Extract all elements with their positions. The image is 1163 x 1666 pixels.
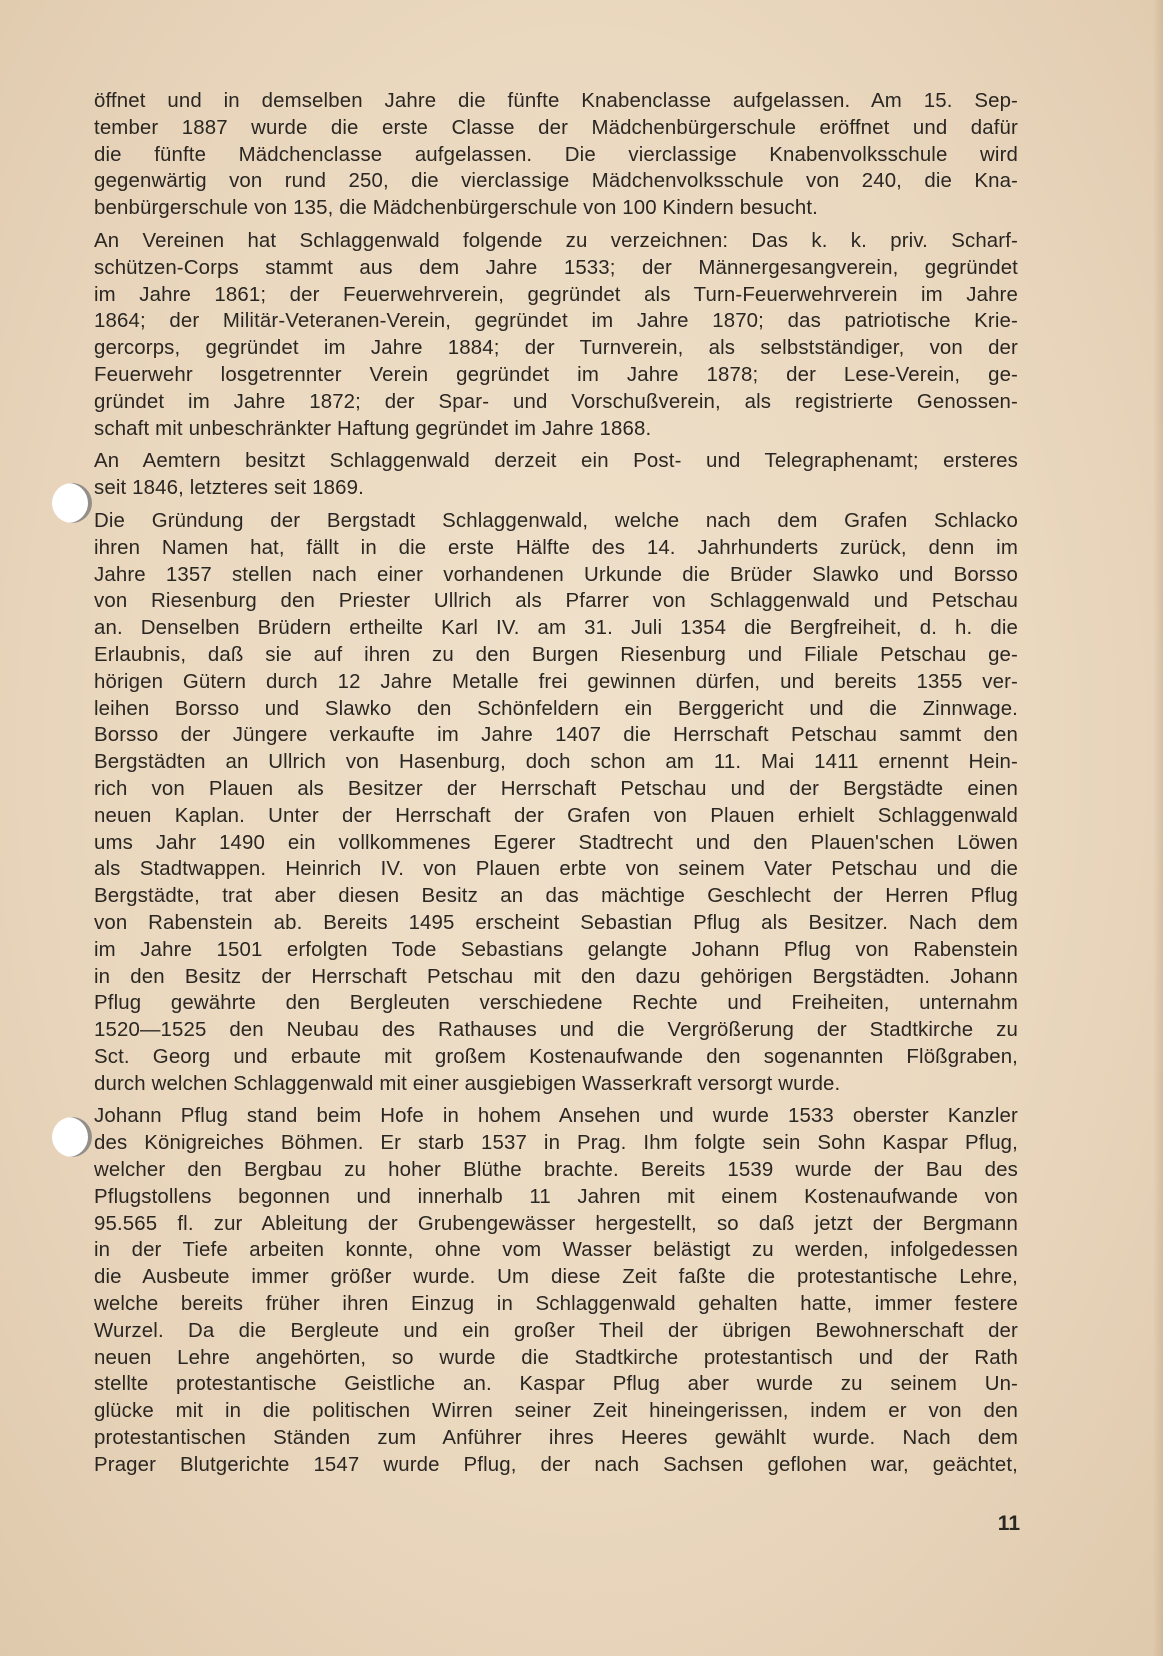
text-line: im Jahre 1861; der Feuerwehrverein, gegründet als Turn-Feuerwehrverein im Jahre — [94, 283, 1018, 306]
paragraph — [94, 88, 1018, 222]
text-line: die fünfte Mädchenclasse aufgelassen. Die vierclassige Knabenvolksschule wird — [94, 143, 1018, 166]
text-line: in der Tiefe arbeiten konnte, ohne vom Wasser belästigt zu werden, infolgedessen — [94, 1239, 1018, 1262]
text-line: gründet im Jahre 1872; der Spar- und Vorschußverein, als registrierte Genossen- — [94, 390, 1018, 413]
text-line: 1864; der Militär-Veteranen-Verein, gegründet im Jahre 1870; das patriotische Krie- — [94, 310, 1018, 333]
text-line: Feuerwehr losgetrennter Verein gegründet im Jahre 1878; der Lese-Verein, ge- — [94, 363, 1018, 386]
text-line: tember 1887 wurde die erste Classe der Mädchenbürgerschule eröffnet und dafür — [94, 116, 1018, 139]
text-line: Erlaubnis, daß sie auf ihren zu den Burgen Riesenburg und Filiale Petschau ge- — [94, 643, 1018, 666]
text-line: Wurzel. Da die Bergleute und ein großer Theil der übrigen Bewohnerschaft der — [94, 1319, 1018, 1342]
text-line: öffnet und in demselben Jahre die fünfte Knabenclasse aufgelassen. Am 15. Sep- — [94, 90, 1018, 112]
punch-hole-lower — [52, 1117, 92, 1157]
text-line: Borsso der Jüngere verkaufte im Jahre 1407 die Herrschaft Petschau sammt den — [94, 724, 1018, 747]
text-line: im Jahre 1501 erfolgten Tode Sebastians gelangte Johann Pflug von Rabenstein — [94, 938, 1018, 961]
text-line: Sct. Georg und erbaute mit großem Kostenaufwande den sogenannten Flößgraben, — [94, 1045, 1018, 1068]
text-line: durch welchen Schlaggenwald mit einer ausgiebigen Wasserkraft versorgt wurde. — [94, 1072, 841, 1095]
text-line: benbürgerschule von 135, die Mädchenbürgerschule von 100 Kindern besucht. — [94, 197, 818, 220]
text-line: Bergstädte, trat aber diesen Besitz an das mächtige Geschlecht der Herren Pflug — [94, 885, 1018, 908]
text-line: welcher den Bergbau zu hoher Blüthe brachte. Bereits 1539 wurde der Bau des — [94, 1159, 1018, 1182]
text-line: protestantischen Ständen zum Anführer ihres Heeres gewählt wurde. Nach dem — [94, 1427, 1018, 1450]
text-line: 1520—1525 den Neubau des Rathauses und die Vergrößerung der Stadtkirche zu — [94, 1019, 1018, 1042]
text-line: gercorps, gegründet im Jahre 1884; der Turnverein, als selbstständiger, von der — [94, 337, 1018, 360]
text-line: ihren Namen hat, fällt in die erste Hälfte des 14. Jahrhunderts zurück, denn im — [94, 536, 1018, 559]
text-line: des Königreiches Böhmen. Er starb 1537 in Prag. Ihm folgte sein Sohn Kaspar Pflug, — [94, 1132, 1018, 1155]
text-line: seit 1846, letzteres seit 1869. — [94, 477, 364, 500]
text-line: leihen Borsso und Slawko den Schönfeldern ein Berggericht und die Zinnwage. — [94, 697, 1018, 720]
text-line: an. Denselben Brüdern ertheilte Karl IV. am 31. Juli 1354 die Bergfreiheit, d. h. die — [94, 617, 1018, 640]
text-line: glücke mit in die politischen Wirren seiner Zeit hineingerissen, indem er von den — [94, 1400, 1018, 1423]
text-line: die Ausbeute immer größer wurde. Um diese Zeit faßte die protestantische Lehre, — [94, 1266, 1018, 1289]
text-line: neuen Kaplan. Unter der Herrschaft der Grafen von Plauen erhielt Schlaggenwald — [94, 804, 1018, 827]
text-line: An Aemtern besitzt Schlaggenwald derzeit ein Post- und Telegraphenamt; ersteres — [94, 450, 1018, 473]
text-line: Die Gründung der Bergstadt Schlaggenwald, welche nach dem Grafen Schlacko — [94, 509, 1018, 532]
text-line: welche bereits früher ihren Einzug in Schlaggenwald gehalten hatte, immer festere — [94, 1293, 1018, 1316]
text-line: An Vereinen hat Schlaggenwald folgende zu verzeichnen: Das k. k. priv. Scharf- — [94, 229, 1018, 252]
paragraph — [94, 448, 1018, 502]
text-line: Pflug gewährte den Bergleuten verschiedene Rechte und Freiheiten, unternahm — [94, 992, 1018, 1015]
text-line: Johann Pflug stand beim Hofe in hohem Ansehen und wurde 1533 oberster Kanzler — [94, 1105, 1018, 1128]
text-line: rich von Plauen als Besitzer der Herrschaft Petschau und der Bergstädte einen — [94, 777, 1018, 800]
text-line: 95.565 fl. zur Ableitung der Grubengewässer hergestellt, so daß jetzt der Bergmann — [94, 1212, 1018, 1235]
text-line: als Stadtwappen. Heinrich IV. von Plauen erbte von seinem Vater Petschau und die — [94, 858, 1018, 881]
text-line: von Rabenstein ab. Bereits 1495 erscheint Sebastian Pflug als Besitzer. Nach dem — [94, 911, 1018, 934]
text-line: stellte protestantische Geistliche an. Kaspar Pflug aber wurde zu seinem Un- — [94, 1373, 1018, 1396]
scan-border — [0, 1656, 1163, 1666]
text-line: Jahre 1357 stellen nach einer vorhandenen Urkunde die Brüder Slawko und Borsso — [94, 563, 1018, 586]
page-number: 11 — [997, 1512, 1020, 1535]
paragraph — [94, 508, 1018, 1098]
text-line: hörigen Gütern durch 12 Jahre Metalle frei gewinnen dürfen, und bereits 1355 ver- — [94, 670, 1018, 693]
text-line: in den Besitz der Herrschaft Petschau mit den dazu gehörigen Bergstädten. Johann — [94, 965, 1018, 988]
paragraph — [94, 1103, 1018, 1478]
text-line: Bergstädten an Ullrich von Hasenburg, doch schon am 11. Mai 1411 ernennt Hein- — [94, 751, 1018, 774]
text-line: Prager Blutgerichte 1547 wurde Pflug, der nach Sachsen geflohen war, geächtet, — [94, 1453, 1018, 1476]
text-line: ums Jahr 1490 ein vollkommenes Egerer Stadtrecht und den Plauen'schen Löwen — [94, 831, 1018, 854]
body-text — [94, 88, 1018, 1485]
text-line: von Riesenburg den Priester Ullrich als Pfarrer von Schlaggenwald und Petschau — [94, 590, 1018, 613]
text-line: neuen Lehre angehörten, so wurde die Stadtkirche protestantisch und der Rath — [94, 1346, 1018, 1369]
text-line: Pflugstollens begonnen und innerhalb 11 Jahren mit einem Kostenaufwande von — [94, 1185, 1018, 1208]
text-line: schützen-Corps stammt aus dem Jahre 1533; der Männergesangverein, gegründet — [94, 256, 1018, 279]
punch-hole-upper — [52, 483, 92, 523]
paragraph — [94, 228, 1018, 442]
text-line: schaft mit unbeschränkter Haftung gegründet im Jahre 1868. — [94, 417, 652, 440]
text-line: gegenwärtig von rund 250, die vierclassige Mädchenvolksschule von 240, die Kna- — [94, 170, 1018, 193]
page-edge-shadow — [1153, 0, 1163, 1666]
